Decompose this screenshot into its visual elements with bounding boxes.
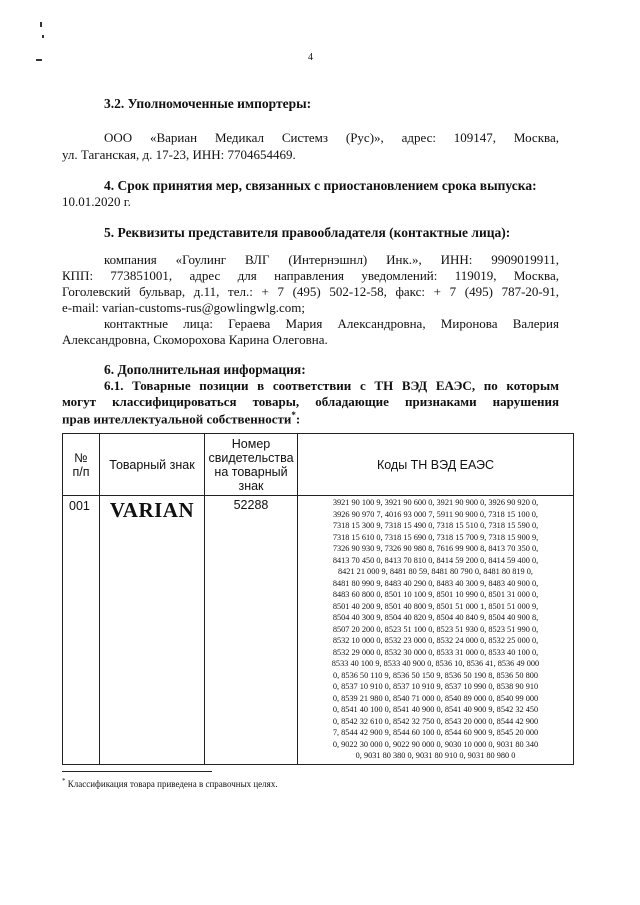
- tariff-code-line: 7, 8544 42 900 9, 8544 60 100 0, 8544 60 900 9, 8545 20 000: [332, 728, 539, 737]
- tariff-code-line: 7318 15 610 0, 7318 15 690 0, 7318 15 700 9, 7318 15 900 9,: [332, 532, 539, 542]
- tariff-code-line: 0, 8541 40 100 0, 8541 40 900 0, 8541 40 900 9, 8542 32 450: [332, 705, 539, 714]
- tariff-code-line: 8532 10 000 0, 8532 23 000 0, 8532 24 000 0, 8532 25 000 0,: [332, 636, 539, 645]
- tariff-code-line: 8504 40 300 9, 8504 40 820 9, 8504 40 840 9, 8504 40 900 8,: [332, 613, 539, 622]
- tariff-code-line: 3926 90 970 7, 4016 93 000 7, 5911 90 900 0, 7318 15 100 0,: [332, 509, 539, 519]
- contact-persons-line: Александровна, Скоморохова Карина Олеговна.: [62, 332, 328, 347]
- scan-artifact: [42, 35, 44, 38]
- representative-email: e-mail: varian-customs-rus@gowlingwlg.com;: [62, 300, 306, 315]
- footnote-divider: [62, 771, 212, 772]
- importers-address: ул. Таганская, д. 17-23, ИНН: 7704654469.: [62, 147, 296, 162]
- tariff-subheading-line: прав интеллектуальной собственности*:: [62, 410, 301, 427]
- tariff-code-line: 8533 40 100 9, 8533 40 900 0, 8536 10, 8536 41, 8536 49 000: [331, 659, 540, 668]
- tariff-code-line: 7318 15 300 9, 7318 15 490 0, 7318 15 510 0, 7318 15 590 0,: [332, 521, 539, 530]
- row-number: 001: [63, 496, 100, 765]
- representative-line: компания «Гоулинг ВЛГ (Интернэшнл) Инк.», ИНН: 9909019911,: [104, 252, 559, 267]
- tariff-code-line: 8413 70 450 0, 8413 70 810 0, 8414 59 200 0, 8414 59 400 0,: [332, 555, 539, 565]
- tariff-code-line: 0, 8542 32 610 0, 8542 32 750 0, 8543 20 000 0, 8544 42 900: [332, 716, 539, 726]
- header-cert-number: Номер свидетельства на товарный знак: [205, 434, 298, 496]
- header-trademark: Товарный знак: [100, 434, 205, 496]
- tariff-code-line: 8421 21 000 9, 8481 80 59, 8481 80 790 0, 8481 80 819 0,: [338, 567, 533, 576]
- term-value: 10.01.2020 г.: [62, 194, 131, 209]
- tariff-subheading-line: могут классифицироваться товары, обладающие признаками нарушения: [62, 394, 559, 409]
- footnote: * Классификация товара приведена в справочных целях.: [62, 777, 278, 789]
- importers-line: ООО «Вариан Медикал Системз (Рус)», адрес: 109147, Москва,: [104, 130, 559, 145]
- tariff-code-line: 0, 8536 50 110 9, 8536 50 150 9, 8536 50 190 8, 8536 50 800: [332, 670, 539, 680]
- representative-line: КПП: 773851001, адрес для направления уведомлений: 119019, Москва,: [62, 268, 559, 283]
- tariff-code-line: 0, 9022 30 000 0, 9022 90 000 0, 9030 10 000 0, 9031 80 340: [332, 739, 539, 749]
- tariff-code-line: 8483 60 800 0, 8501 10 100 9, 8501 10 990 0, 8501 31 000 0,: [332, 590, 539, 599]
- trademark-name: VARIAN: [100, 496, 205, 765]
- table-row: [63, 496, 574, 765]
- representative-heading: 5. Реквизиты представителя правообладателя (контактные лица):: [104, 225, 511, 240]
- importers-heading: 3.2. Уполномоченные импортеры:: [104, 96, 312, 111]
- tariff-code-line: 7326 90 930 9, 7326 90 980 8, 7616 99 900 8, 8413 70 350 0,: [332, 544, 539, 553]
- header-num: № п/п: [63, 434, 100, 496]
- term-heading: 4. Срок принятия мер, связанных с приостановлением срока выпуска:: [104, 178, 537, 193]
- tariff-code-line: 0, 8539 21 980 0, 8540 71 000 0, 8540 89 000 0, 8540 99 000: [332, 693, 539, 703]
- header-codes: Коды ТН ВЭД ЕАЭС: [298, 434, 574, 496]
- tariff-code-line: 0, 9031 80 380 0, 9031 80 910 0, 9031 80 980 0: [355, 751, 516, 760]
- tariff-code-line: 8481 80 990 9, 8483 40 290 0, 8483 40 300 9, 8483 40 900 0,: [332, 578, 539, 588]
- scan-artifact: [36, 59, 42, 61]
- extra-info-heading: 6. Дополнительная информация:: [104, 362, 306, 377]
- tariff-code-line: 3921 90 100 9, 3921 90 600 0, 3921 90 900 0, 3926 90 920 0,: [332, 498, 539, 507]
- tariff-code-line: 8507 20 200 0, 8523 51 100 0, 8523 51 930 0, 8523 51 990 0,: [332, 624, 539, 634]
- tariff-code-line: 0, 8537 10 910 0, 8537 10 910 9, 8537 10 990 0, 8538 90 910: [332, 682, 539, 691]
- tariff-codes-table: [62, 433, 574, 765]
- certificate-number: 52288: [205, 496, 298, 765]
- tariff-subheading-line: 6.1. Товарные позиции в соответствии с ТН ВЭД ЕАЭС, по которым: [104, 378, 559, 393]
- footnote-marker: *: [291, 410, 296, 420]
- scan-artifact: [40, 22, 42, 27]
- representative-line: Гоголевский бульвар, д.11, тел.: + 7 (495) 502-12-58, факс: + 7 (495) 787-20-91,: [62, 284, 559, 299]
- tariff-code-line: 8532 29 000 0, 8532 30 000 0, 8533 31 000 0, 8533 40 100 0,: [332, 647, 539, 657]
- contact-persons-line: контактные лица: Гераева Мария Александровна, Миронова Валерия: [104, 316, 559, 331]
- tariff-codes-cell: [298, 496, 574, 765]
- page-number: 4: [308, 52, 313, 63]
- tariff-code-line: 8501 40 200 9, 8501 40 800 9, 8501 51 000 1, 8501 51 000 9,: [332, 601, 539, 611]
